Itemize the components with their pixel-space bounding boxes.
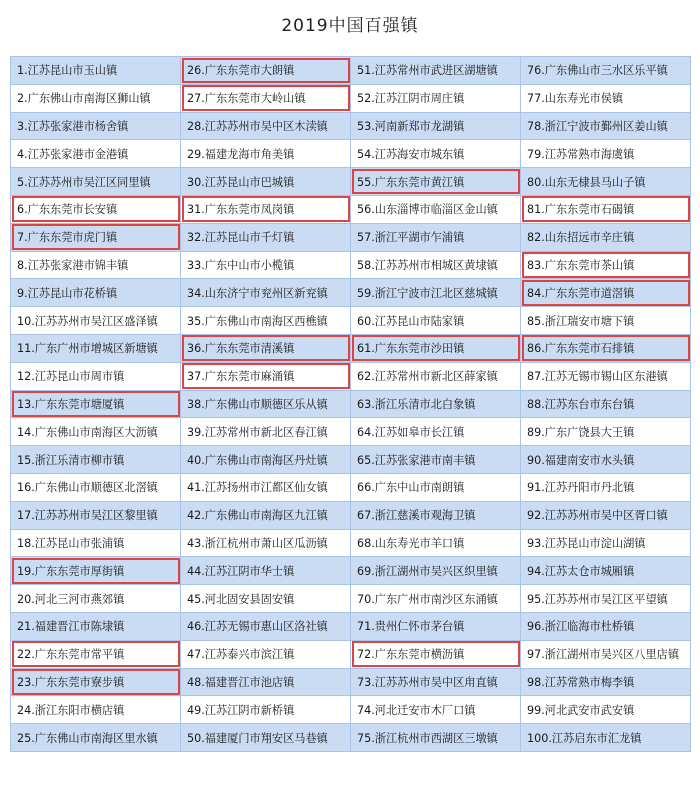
town-cell: 26.广东东莞市大朗镇 [181, 57, 351, 85]
table-row [11, 640, 691, 668]
town-cell: 54.江苏海安市城东镇 [351, 140, 521, 168]
town-cell: 11.广东广州市增城区新塘镇 [11, 334, 181, 362]
town-cell: 18.江苏昆山市张浦镇 [11, 529, 181, 557]
town-cell: 69.浙江湖州市吴兴区织里镇 [351, 557, 521, 585]
town-cell: 52.江苏江阴市周庄镇 [351, 84, 521, 112]
town-cell: 65.江苏张家港市南丰镇 [351, 446, 521, 474]
town-cell: 24.浙江东阳市横店镇 [11, 696, 181, 724]
town-cell: 48.福建晋江市池店镇 [181, 668, 351, 696]
town-cell: 46.江苏无锡市惠山区洛社镇 [181, 612, 351, 640]
town-cell: 90.福建南安市水头镇 [521, 446, 691, 474]
table-row [11, 84, 691, 112]
town-cell: 82.山东招远市辛庄镇 [521, 223, 691, 251]
town-cell: 63.浙江乐清市北白象镇 [351, 390, 521, 418]
town-cell: 73.江苏苏州市吴中区甪直镇 [351, 668, 521, 696]
table-row [11, 57, 691, 85]
town-cell: 72.广东东莞市横沥镇 [351, 640, 521, 668]
towns-table [10, 56, 691, 752]
town-cell: 16.广东佛山市顺德区北滘镇 [11, 473, 181, 501]
table-row [11, 612, 691, 640]
town-cell: 96.浙江临海市杜桥镇 [521, 612, 691, 640]
town-cell: 91.江苏丹阳市丹北镇 [521, 473, 691, 501]
town-cell: 80.山东无棣县马山子镇 [521, 168, 691, 196]
town-cell: 98.江苏常熟市梅李镇 [521, 668, 691, 696]
town-cell: 85.浙江瑞安市塘下镇 [521, 307, 691, 335]
town-cell: 45.河北固安县固安镇 [181, 585, 351, 613]
town-cell: 27.广东东莞市大岭山镇 [181, 84, 351, 112]
town-cell: 13.广东东莞市塘厦镇 [11, 390, 181, 418]
town-cell: 55.广东东莞市黄江镇 [351, 168, 521, 196]
town-cell: 41.江苏扬州市江都区仙女镇 [181, 473, 351, 501]
town-cell: 97.浙江湖州市吴兴区八里店镇 [521, 640, 691, 668]
town-cell: 43.浙江杭州市萧山区瓜沥镇 [181, 529, 351, 557]
table-row [11, 724, 691, 752]
town-cell: 25.广东佛山市南海区里水镇 [11, 724, 181, 752]
town-cell: 71.贵州仁怀市茅台镇 [351, 612, 521, 640]
town-cell: 57.浙江平湖市乍浦镇 [351, 223, 521, 251]
town-cell: 15.浙江乐清市柳市镇 [11, 446, 181, 474]
town-cell: 3.江苏张家港市杨舍镇 [11, 112, 181, 140]
table-row [11, 168, 691, 196]
town-cell: 84.广东东莞市道滘镇 [521, 279, 691, 307]
town-cell: 81.广东东莞市石碣镇 [521, 195, 691, 223]
table-row [11, 251, 691, 279]
town-cell: 95.江苏苏州市吴江区平望镇 [521, 585, 691, 613]
town-cell: 49.江苏江阴市新桥镇 [181, 696, 351, 724]
town-cell: 83.广东东莞市茶山镇 [521, 251, 691, 279]
town-cell: 50.福建厦门市翔安区马巷镇 [181, 724, 351, 752]
town-cell: 88.江苏东台市东台镇 [521, 390, 691, 418]
town-cell: 89.广东广饶县大王镇 [521, 418, 691, 446]
town-cell: 2.广东佛山市南海区狮山镇 [11, 84, 181, 112]
town-cell: 68.山东寿光市羊口镇 [351, 529, 521, 557]
town-cell: 23.广东东莞市寮步镇 [11, 668, 181, 696]
town-cell: 92.江苏苏州市吴中区胥口镇 [521, 501, 691, 529]
table-row [11, 501, 691, 529]
table-row [11, 418, 691, 446]
town-cell: 34.山东济宁市兖州区新兖镇 [181, 279, 351, 307]
town-cell: 28.江苏苏州市吴中区木渎镇 [181, 112, 351, 140]
town-cell: 93.江苏昆山市淀山湖镇 [521, 529, 691, 557]
town-cell: 29.福建龙海市角美镇 [181, 140, 351, 168]
town-cell: 67.浙江慈溪市观海卫镇 [351, 501, 521, 529]
town-cell: 77.山东寿光市侯镇 [521, 84, 691, 112]
town-cell: 6.广东东莞市长安镇 [11, 195, 181, 223]
page-title: 2019中国百强镇 [281, 16, 419, 36]
town-cell: 87.江苏无锡市锡山区东港镇 [521, 362, 691, 390]
town-cell: 70.广东广州市南沙区东涌镇 [351, 585, 521, 613]
table-row [11, 390, 691, 418]
town-cell: 76.广东佛山市三水区乐平镇 [521, 57, 691, 85]
town-cell: 94.江苏太仓市城厢镇 [521, 557, 691, 585]
town-cell: 8.江苏张家港市锦丰镇 [11, 251, 181, 279]
town-cell: 5.江苏苏州市吴江区同里镇 [11, 168, 181, 196]
town-cell: 64.江苏如皋市长江镇 [351, 418, 521, 446]
town-cell: 99.河北武安市武安镇 [521, 696, 691, 724]
table-row [11, 334, 691, 362]
town-cell: 1.江苏昆山市玉山镇 [11, 57, 181, 85]
table-row [11, 473, 691, 501]
table-row [11, 307, 691, 335]
town-cell: 12.江苏昆山市周市镇 [11, 362, 181, 390]
table-row [11, 529, 691, 557]
table-row [11, 140, 691, 168]
town-cell: 40.广东佛山市南海区丹灶镇 [181, 446, 351, 474]
town-cell: 14.广东佛山市南海区大沥镇 [11, 418, 181, 446]
town-cell: 37.广东东莞市麻涌镇 [181, 362, 351, 390]
town-cell: 17.江苏苏州市吴江区黎里镇 [11, 501, 181, 529]
table-row [11, 362, 691, 390]
town-cell: 42.广东佛山市南海区九江镇 [181, 501, 351, 529]
town-cell: 32.江苏昆山市千灯镇 [181, 223, 351, 251]
town-cell: 20.河北三河市燕郊镇 [11, 585, 181, 613]
town-cell: 78.浙江宁波市鄞州区姜山镇 [521, 112, 691, 140]
table-row [11, 585, 691, 613]
table-row [11, 668, 691, 696]
town-cell: 33.广东中山市小榄镇 [181, 251, 351, 279]
town-cell: 53.河南新郑市龙湖镇 [351, 112, 521, 140]
town-cell: 39.江苏常州市新北区春江镇 [181, 418, 351, 446]
table-row [11, 279, 691, 307]
town-cell: 51.江苏常州市武进区湖塘镇 [351, 57, 521, 85]
town-cell: 75.浙江杭州市西湖区三墩镇 [351, 724, 521, 752]
town-cell: 21.福建晋江市陈埭镇 [11, 612, 181, 640]
table-row [11, 696, 691, 724]
town-cell: 74.河北迁安市木厂口镇 [351, 696, 521, 724]
town-cell: 61.广东东莞市沙田镇 [351, 334, 521, 362]
town-cell: 9.江苏昆山市花桥镇 [11, 279, 181, 307]
town-cell: 36.广东东莞市清溪镇 [181, 334, 351, 362]
town-cell: 66.广东中山市南朗镇 [351, 473, 521, 501]
town-cell: 4.江苏张家港市金港镇 [11, 140, 181, 168]
table-row [11, 223, 691, 251]
town-cell: 100.江苏启东市汇龙镇 [521, 724, 691, 752]
town-cell: 44.江苏江阴市华士镇 [181, 557, 351, 585]
town-cell: 60.江苏昆山市陆家镇 [351, 307, 521, 335]
towns-table-body [11, 57, 691, 752]
town-cell: 30.江苏昆山市巴城镇 [181, 168, 351, 196]
table-row [11, 112, 691, 140]
town-cell: 10.江苏苏州市吴江区盛泽镇 [11, 307, 181, 335]
town-cell: 31.广东东莞市凤岗镇 [181, 195, 351, 223]
town-cell: 22.广东东莞市常平镇 [11, 640, 181, 668]
town-cell: 38.广东佛山市顺德区乐从镇 [181, 390, 351, 418]
town-cell: 35.广东佛山市南海区西樵镇 [181, 307, 351, 335]
table-row [11, 446, 691, 474]
town-cell: 59.浙江宁波市江北区慈城镇 [351, 279, 521, 307]
town-cell: 79.江苏常熟市海虞镇 [521, 140, 691, 168]
table-row [11, 557, 691, 585]
town-cell: 86.广东东莞市石排镇 [521, 334, 691, 362]
town-cell: 62.江苏常州市新北区薛家镇 [351, 362, 521, 390]
town-cell: 56.山东淄博市临淄区金山镇 [351, 195, 521, 223]
town-cell: 7.广东东莞市虎门镇 [11, 223, 181, 251]
town-cell: 47.江苏泰兴市滨江镇 [181, 640, 351, 668]
town-cell: 19.广东东莞市厚街镇 [11, 557, 181, 585]
table-row [11, 195, 691, 223]
town-cell: 58.江苏苏州市相城区黄埭镇 [351, 251, 521, 279]
